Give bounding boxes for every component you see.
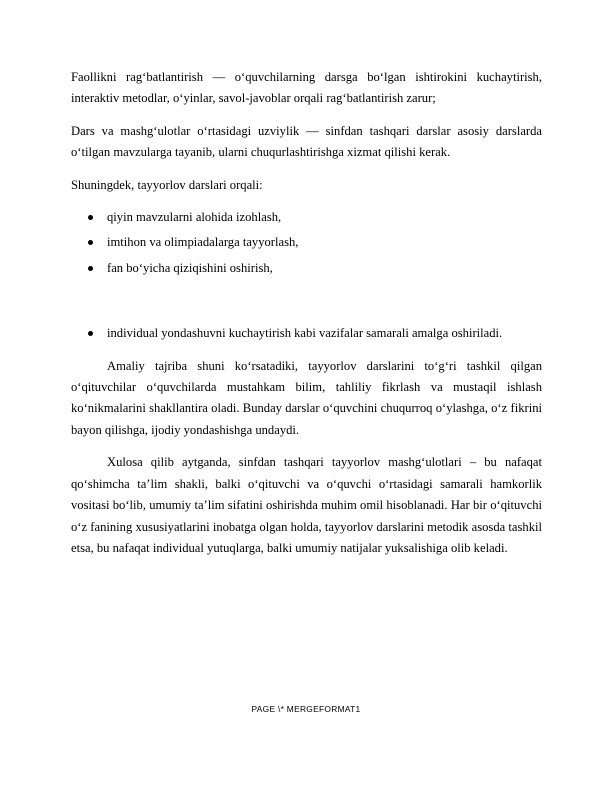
list-item [71,258,542,279]
bullet-icon [88,331,93,336]
paragraph-list-intro: Shuningdek, tayyorlov darslari orqali: [71,177,263,192]
list-item [71,323,542,344]
list-item-text: qiyin mavzularni alohida izohlash, [107,210,282,225]
list-item-text: imtihon va olimpiadalarga tayyorlash, [107,235,299,250]
bullet-list-preparation [71,207,542,279]
list-item [71,207,542,228]
bullet-icon [88,240,93,245]
page-footer-field: PAGE \* MERGEFORMAT1 [251,704,361,714]
paragraph-practical-experience: Amaliy tajriba shuni ko‘rsatadiki, tayyorlov darslarini to‘g‘ri tashkil qilgan o‘qituvchilar o‘quvchilarda mustahkam bilim, tahliliy fikrlash va mustaqil ishlash ko‘nikmalarini shakllantira oladi. Bunday darslar o‘quvchini chuqurroq o‘ylashga, o‘z fikrini bayon qilishga, ijodiy yondashishga undaydi. [71,358,542,437]
list-item-text: individual yondashuvni kuchaytirish kabi vazifalar samarali amalga oshiriladi. [107,326,503,341]
list-item [71,232,542,253]
paragraph-conclusion: Xulosa qilib aytganda, sinfdan tashqari tayyorlov mashg‘ulotlari – bu nafaqat qo‘shimcha ta’lim shakli, balki o‘qituvchi va o‘quvchi o‘rtasidagi samarali hamkorlik vositasi bo‘lib, umumiy ta’lim sifatini oshirishda muhim omil hisoblanadi. Har bir o‘qituvchi o‘z fanining xususiyatlarini inobatga olgan holda, tayyorlov darslarini metodik asosda tashkil etsa, bu nafaqat individual yutuqlarga, balki umumiy natijalar yuksalishiga olib keladi. [71,455,542,555]
list-item-text: fan bo‘yicha qiziqishini oshirish, [107,260,273,275]
document-page [71,67,542,570]
paragraph-lesson-continuity: Dars va mashg‘ulotlar o‘rtasidagi uzviylik — sinfdan tashqari darslar asosiy darslarda o‘tilgan mavzularga tayanib, ularni chuqurlashtirishga xizmat qilishi kerak. [71,123,542,160]
bullet-list-individual [71,323,542,344]
bullet-icon [88,215,93,220]
bullet-icon [88,266,93,271]
paragraph-activity-encouragement: Faollikni rag‘batlantirish — o‘quvchilarning darsga bo‘lgan ishtirokini kuchaytirish, interaktiv metodlar, o‘yinlar, savol-javoblar orqali rag‘batlantirish zarur; [71,70,542,106]
